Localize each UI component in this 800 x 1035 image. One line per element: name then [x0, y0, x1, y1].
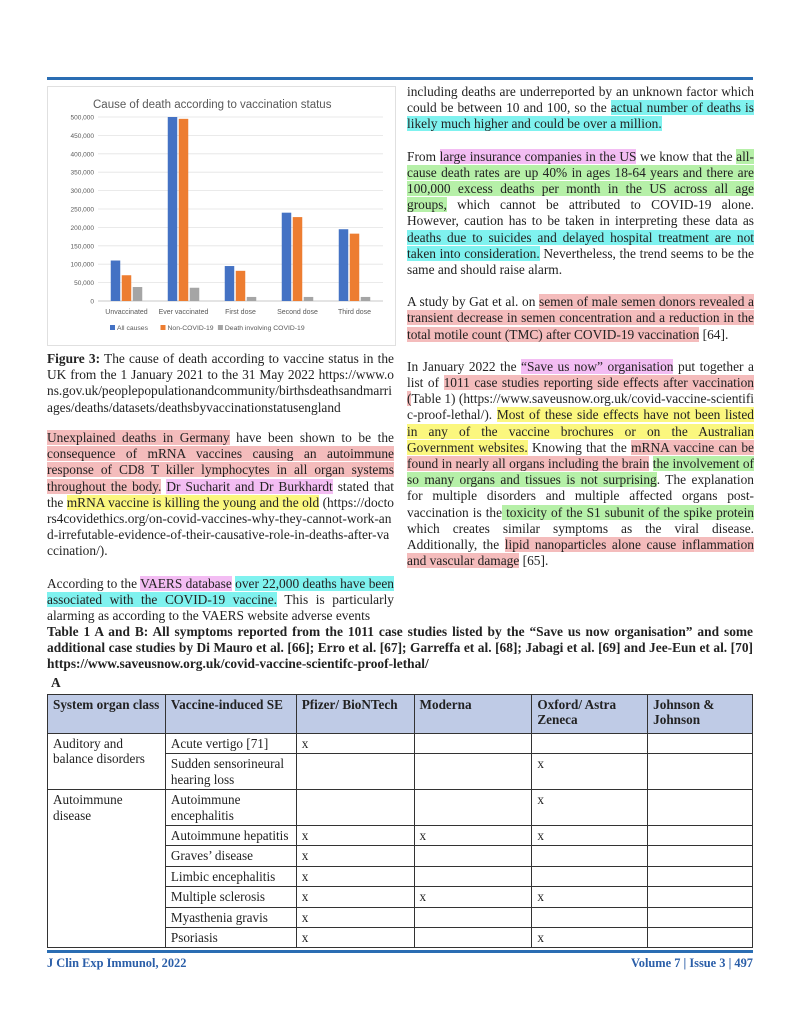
vaccine-mark-cell: x: [296, 846, 414, 866]
paragraph-vaers: According to the VAERS database over 22,000 deaths have been associated with the COVID-19 vaccine. This is particularly alarming as according to the VAERS website adverse events: [47, 575, 394, 624]
vaccine-mark-cell: [296, 790, 414, 826]
vaccine-mark-cell: [532, 866, 648, 886]
paragraph-save-us-now: In January 2022 the “Save us now” organisation put together a list of 1011 case studies reporting side effects after vaccination (Table 1) (https://www.saveusnow.org.uk/covid-vaccine-scientific-proof-lethal/). Most of these side effects have not been listed in any of the vaccine brochures or on the Australian Government websites. Knowing that the mRNA vaccine can be found in nearly all organs including the brain the involvement of so many organs and tissues is not surprising. The explanation for multiple disorders and multiple affected organs post-vaccination is the toxicity of the S1 subunit of the spike protein which creates similar symptoms as the viral disease. Additionally, the lipid nanoparticles alone cause inflammation and vascular damage [65].: [407, 358, 755, 569]
vaccine-mark-cell: [414, 928, 532, 948]
figure-caption: [47, 351, 394, 432]
vaccine-mark-cell: [648, 887, 753, 907]
vaccine-mark-cell: x: [296, 887, 414, 907]
vaccine-mark-cell: [648, 928, 753, 948]
vaccine-mark-cell: [532, 846, 648, 866]
footer-volume: Volume 7 | Issue 3 | 497: [630, 956, 753, 970]
bottom-rule: [47, 950, 753, 953]
left-column: [47, 430, 394, 640]
table-caption: Table 1 A and B: All symptoms reported from the 1011 case studies listed by the “Save us now organisation” and some additional case studies by Di Mauro et al. [66]; Erro et al. [67]; Garreffa et al. [68]; Jabagi et al. [69] and Jee-Eun et al. [70] https://www.saveusnow.org.uk/covid-vaccine-scientifc-proof-lethal/: [47, 624, 753, 672]
side-effect-cell: Myasthenia gravis: [165, 907, 296, 927]
vaccine-mark-cell: [414, 754, 532, 790]
legend-label: All causes: [117, 325, 148, 332]
vaccine-mark-cell: x: [296, 826, 414, 846]
header-pfizer: Pfizer/ BioNTech: [296, 695, 414, 734]
organ-class-cell: Autoimmune disease: [48, 790, 166, 948]
bar-death-involving-covid-19: [304, 297, 314, 301]
vaccine-mark-cell: [648, 734, 753, 754]
bar-all-causes: [282, 213, 292, 301]
y-tick-label: 50,000: [74, 280, 94, 288]
vaccine-mark-cell: x: [296, 866, 414, 886]
vaccine-mark-cell: [532, 907, 648, 927]
side-effect-cell: Acute vertigo [71]: [165, 734, 296, 754]
x-tick-label: First dose: [225, 309, 256, 316]
vaccine-mark-cell: x: [532, 754, 648, 790]
top-rule: [47, 77, 753, 80]
vaccine-mark-cell: [648, 754, 753, 790]
legend-label: Non-COVID-19: [167, 325, 214, 332]
y-tick-label: 500,000: [70, 114, 94, 122]
vaccine-mark-cell: x: [296, 928, 414, 948]
bar-all-causes: [168, 117, 178, 301]
bar-all-causes: [225, 266, 235, 301]
bar-death-involving-covid-19: [361, 297, 371, 301]
vaccine-mark-cell: x: [296, 907, 414, 927]
legend-swatch: [161, 325, 166, 330]
saveusnow-link[interactable]: Table 1) (https://www.saveusnow.org.uk/covid-vaccine-scientific-proof-lethal/).: [407, 391, 755, 423]
x-tick-label: Ever vaccinated: [158, 309, 209, 316]
side-effect-cell: Psoriasis: [165, 928, 296, 948]
bar-non-covid-19: [293, 217, 303, 301]
header-johnson-johnson: Johnson & Johnson: [648, 695, 753, 734]
y-tick-label: 200,000: [70, 224, 94, 232]
y-tick-label: 450,000: [70, 132, 94, 140]
side-effect-cell: Limbic encephalitis: [165, 866, 296, 886]
y-tick-label: 0: [90, 298, 94, 306]
vaccine-mark-cell: x: [532, 826, 648, 846]
legend-swatch: [218, 325, 223, 330]
vaccine-mark-cell: x: [532, 928, 648, 948]
side-effect-cell: Graves’ disease: [165, 846, 296, 866]
vaccine-mark-cell: [414, 866, 532, 886]
vaccine-mark-cell: [532, 734, 648, 754]
bar-death-involving-covid-19: [133, 287, 143, 301]
bar-all-causes: [339, 229, 349, 301]
paragraph-gat-study: A study by Gat et al. on semen of male semen donors revealed a transient decrease in semen concentration and a reduction in the total motile count (TMC) after COVID-19 vaccination [64].: [407, 294, 754, 342]
footer-journal: J Clin Exp Immunol, 2022: [47, 956, 187, 970]
x-tick-label: Second dose: [277, 309, 318, 316]
vaccine-mark-cell: x: [414, 826, 532, 846]
paragraph-insurance: From large insurance companies in the US we know that the all-cause death rates are up 40% in ages 18-64 years and there are 100,000 excess deaths per month in the US across all age groups, which cannot be attributed to COVID-19 alone. However, caution has to be taken in interpreting these data as deaths due to suicides and delayed hospital treatment are not taken into consideration. Nevertheless, the trend seems to be the same and should raise alarm.: [407, 148, 754, 278]
table-row: [48, 734, 753, 754]
vaccine-mark-cell: x: [532, 790, 648, 826]
organ-class-cell: Auditory and balance disorders: [48, 734, 166, 790]
vaccine-mark-cell: x: [414, 887, 532, 907]
table-label: A: [51, 675, 61, 690]
vaccine-mark-cell: x: [296, 734, 414, 754]
paragraph-underreported: including deaths are underreported by an unknown factor which could be between 10 and 100, so the actual number of deaths is likely much higher and could be over a million.: [407, 84, 754, 132]
side-effect-cell: Multiple sclerosis: [165, 887, 296, 907]
legend-label: Death involving COVID-19: [224, 325, 305, 332]
vaccine-mark-cell: [414, 846, 532, 866]
vaccine-mark-cell: [648, 907, 753, 927]
paragraph-germany: Unexplained deaths in Germany have been shown to be the consequence of mRNA vaccines causing an autoimmune response of CD8 T killer lymphocytes in all organ systems throughout the body. Dr Sucharit and Dr Burkhardt stated that the mRNA vaccine is killing the young and the old (https://doctors4covidethics.org/on-covid-vaccines-why-they-cannot-work-and-irrefutable-evidence-of-their-causative-role-in-deaths-after-vaccination/).: [47, 430, 394, 559]
vaccine-mark-cell: [414, 907, 532, 927]
vaccine-mark-cell: [648, 866, 753, 886]
vaccine-mark-cell: [648, 846, 753, 866]
figure-label: Figure 3:: [47, 351, 101, 366]
vaccine-mark-cell: [296, 754, 414, 790]
doctors4covidethics-link[interactable]: (https://doctors4covidethics.org/on-covid-vaccines-why-they-cannot-work-and-irrefutable-evidence-of-their-causative-role-in-deaths-after-vaccination/).: [47, 494, 394, 559]
table-body: [48, 734, 753, 948]
table-header-row: [48, 695, 753, 734]
chart-title: Cause of death according to vaccination status: [93, 99, 332, 111]
vaccine-mark-cell: [414, 790, 532, 826]
figure-caption-text: The cause of death according to vaccine status in the UK from the 1 January 2021 to the 31 May 2022 https://www.ons.gov.uk/peoplepopulationandcommunity/birthsdeathsandmarriages/deaths/datasets/deathsbyvaccinationstatusengland: [47, 351, 394, 415]
x-tick-label: Unvaccinated: [105, 309, 148, 316]
table-row: [48, 790, 753, 826]
bar-death-involving-covid-19: [190, 288, 200, 301]
vaccine-mark-cell: [414, 734, 532, 754]
y-tick-label: 100,000: [70, 261, 94, 269]
vaccine-mark-cell: x: [532, 887, 648, 907]
symptoms-table: [47, 694, 753, 948]
bar-non-covid-19: [122, 275, 132, 301]
y-tick-label: 300,000: [70, 188, 94, 196]
header-moderna: Moderna: [414, 695, 532, 734]
y-tick-label: 400,000: [70, 151, 94, 159]
figure-3-chart: [47, 86, 396, 346]
right-column: [407, 84, 754, 585]
header-system-organ-class: System organ class: [48, 695, 166, 734]
vaccine-mark-cell: [648, 826, 753, 846]
y-tick-label: 150,000: [70, 243, 94, 251]
x-tick-label: Third dose: [337, 309, 372, 316]
side-effect-cell: Autoimmune encephalitis: [165, 790, 296, 826]
bar-non-covid-19: [350, 234, 360, 301]
header-oxford-astrazeneca: Oxford/ Astra Zeneca: [532, 695, 648, 734]
bar-non-covid-19: [179, 119, 189, 301]
y-tick-label: 350,000: [70, 169, 94, 177]
legend-swatch: [110, 325, 115, 330]
y-tick-label: 250,000: [70, 206, 94, 214]
bar-death-involving-covid-19: [247, 297, 257, 301]
vaccine-mark-cell: [648, 790, 753, 826]
bar-all-causes: [111, 261, 121, 301]
bar-non-covid-19: [236, 271, 246, 301]
side-effect-cell: Sudden sensorineural hearing loss: [165, 754, 296, 790]
side-effect-cell: Autoimmune hepatitis: [165, 826, 296, 846]
header-vaccine-induced-se: Vaccine-induced SE: [165, 695, 296, 734]
bar-chart-svg: [48, 87, 395, 345]
